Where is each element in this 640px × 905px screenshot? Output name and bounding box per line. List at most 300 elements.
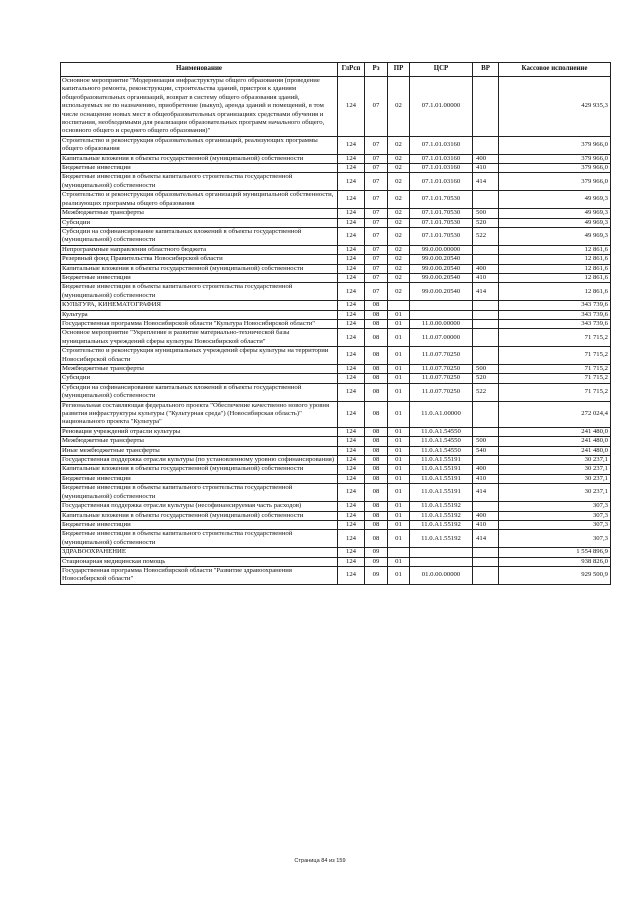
cell-csr: 07.1.01.03160 [410,164,473,173]
cell-amount: 379 966,0 [499,173,611,191]
cell-pr: 02 [388,218,410,227]
table-row [61,365,611,374]
cell-csr: 11.0.A1.55192 [410,511,473,520]
header-amount: Кассовое исполнение [499,63,611,77]
cell-rz: 08 [365,520,388,529]
table-row [61,427,611,436]
cell-amount: 12 861,6 [499,283,611,301]
cell-rz: 08 [365,365,388,374]
cell-name: Капитальные вложения в объекты государственной (муниципальной) собственности [61,154,338,163]
cell-rz: 08 [365,437,388,446]
cell-pr: 02 [388,154,410,163]
cell-vr [473,310,499,319]
cell-pr: 01 [388,329,410,347]
cell-vr: 414 [473,530,499,548]
cell-name: Стационарная медицинская помощь [61,557,338,566]
cell-grs: 124 [338,557,365,566]
cell-rz: 08 [365,383,388,401]
cell-vr [473,191,499,209]
cell-grs: 124 [338,502,365,511]
cell-name: Бюджетные инвестиции [61,164,338,173]
cell-grs: 124 [338,401,365,427]
cell-grs: 124 [338,191,365,209]
table-row [61,310,611,319]
cell-grs: 124 [338,427,365,436]
cell-name: Реновация учреждений отрасли культуры [61,427,338,436]
cell-grs: 124 [338,209,365,218]
cell-grs: 124 [338,374,365,383]
cell-pr: 01 [388,474,410,483]
cell-name: ЗДРАВООХРАНЕНИЕ [61,548,338,557]
cell-rz: 07 [365,154,388,163]
cell-name: Субсидии на софинансирование капитальных вложений в объекты государственной (муниципальной) собственности [61,383,338,401]
cell-grs: 124 [338,329,365,347]
cell-name: Иные межбюджетные трансферты [61,446,338,455]
cell-grs: 124 [338,456,365,465]
cell-csr: 11.0.07.70250 [410,347,473,365]
cell-rz: 07 [365,283,388,301]
cell-amount: 49 969,3 [499,227,611,245]
cell-pr: 01 [388,310,410,319]
table-row [61,227,611,245]
cell-vr: 500 [473,365,499,374]
cell-name: Государственная программа Новосибирской области "Развитие здравоохранения Новосибирской области" [61,566,338,584]
table-row [61,218,611,227]
cell-amount: 379 966,0 [499,154,611,163]
cell-amount: 30 237,1 [499,465,611,474]
cell-amount: 12 861,6 [499,245,611,254]
cell-name: Строительство и реконструкция образовательных организаций муниципальной собственности, реализующих программы общего образования [61,191,338,209]
cell-pr: 01 [388,484,410,502]
table-header-row [61,63,611,77]
cell-rz: 08 [365,329,388,347]
cell-grs: 124 [338,347,365,365]
cell-csr [410,301,473,310]
cell-name: Субсидии на софинансирование капитальных вложений в объекты государственной (муниципальной) собственности [61,227,338,245]
cell-grs: 124 [338,245,365,254]
cell-amount: 929 500,9 [499,566,611,584]
cell-vr [473,557,499,566]
cell-rz: 07 [365,209,388,218]
cell-csr: 11.0.07.00000 [410,329,473,347]
cell-grs: 124 [338,446,365,455]
cell-vr: 410 [473,164,499,173]
cell-vr [473,427,499,436]
cell-vr: 522 [473,227,499,245]
table-row [61,329,611,347]
cell-vr [473,329,499,347]
cell-pr: 02 [388,209,410,218]
cell-rz: 07 [365,77,388,137]
cell-name: Капитальные вложения в объекты государственной (муниципальной) собственности [61,465,338,474]
table-row [61,347,611,365]
cell-vr [473,456,499,465]
cell-csr: 07.1.01.00000 [410,77,473,137]
table-row [61,301,611,310]
cell-grs: 124 [338,77,365,137]
cell-grs: 124 [338,484,365,502]
cell-vr [473,566,499,584]
cell-vr: 400 [473,154,499,163]
cell-vr: 500 [473,437,499,446]
cell-rz: 08 [365,319,388,328]
cell-csr: 11.0.A1.55191 [410,474,473,483]
cell-amount: 1 554 896,9 [499,548,611,557]
cell-csr: 07.1.01.70530 [410,227,473,245]
cell-grs: 124 [338,566,365,584]
cell-pr: 02 [388,227,410,245]
cell-vr [473,301,499,310]
cell-amount: 379 966,0 [499,136,611,154]
table-row [61,191,611,209]
cell-pr: 02 [388,77,410,137]
cell-csr: 11.0.A1.54550 [410,437,473,446]
cell-grs: 124 [338,520,365,529]
cell-pr: 02 [388,264,410,273]
cell-csr: 99.0.00.20540 [410,255,473,264]
cell-pr: 01 [388,566,410,584]
table-row [61,548,611,557]
cell-pr: 01 [388,365,410,374]
table-row [61,530,611,548]
cell-pr: 02 [388,191,410,209]
cell-csr: 11.0.07.70250 [410,365,473,374]
cell-csr [410,310,473,319]
cell-name: КУЛЬТУРА, КИНЕМАТОГРАФИЯ [61,301,338,310]
cell-name: Резервный фонд Правительства Новосибирской области [61,255,338,264]
cell-grs: 124 [338,310,365,319]
cell-rz: 07 [365,227,388,245]
cell-csr: 07.1.01.70530 [410,191,473,209]
table-row [61,456,611,465]
table-row [61,511,611,520]
table-row [61,401,611,427]
table-row [61,437,611,446]
cell-name: Региональная составляющая федерального проекта "Обеспечение качественно нового уровня развития инфраструктуры культуры ("Культурная среда") (Новосибирская область)" национального проекта "Культура" [61,401,338,427]
cell-amount: 71 715,2 [499,374,611,383]
cell-grs: 124 [338,301,365,310]
table-row [61,273,611,282]
cell-rz: 08 [365,456,388,465]
header-pr: ПР [388,63,410,77]
cell-pr: 02 [388,245,410,254]
cell-rz: 08 [365,511,388,520]
table-row [61,245,611,254]
cell-amount: 307,3 [499,530,611,548]
cell-grs: 124 [338,530,365,548]
cell-pr [388,301,410,310]
cell-vr [473,319,499,328]
table-row [61,264,611,273]
cell-amount: 272 024,4 [499,401,611,427]
cell-name: Бюджетные инвестиции в объекты капитального строительства государственной (муниципальной) собственности [61,530,338,548]
cell-vr [473,77,499,137]
cell-grs: 124 [338,548,365,557]
cell-rz: 08 [365,401,388,427]
cell-pr: 01 [388,437,410,446]
cell-grs: 124 [338,136,365,154]
cell-rz: 08 [365,374,388,383]
cell-csr: 11.0.A1.55192 [410,530,473,548]
cell-amount: 71 715,2 [499,383,611,401]
cell-amount: 71 715,2 [499,329,611,347]
table-body [61,77,611,585]
cell-csr: 11.0.A1.54550 [410,446,473,455]
cell-pr: 01 [388,465,410,474]
header-grs: ГлРсп [338,63,365,77]
cell-pr: 01 [388,557,410,566]
cell-rz: 09 [365,548,388,557]
cell-vr: 410 [473,474,499,483]
cell-pr: 02 [388,136,410,154]
cell-amount: 307,3 [499,520,611,529]
header-name: Наименование [61,63,338,77]
cell-rz: 07 [365,164,388,173]
cell-amount: 343 739,6 [499,319,611,328]
cell-csr: 11.0.A1.55191 [410,484,473,502]
table-row [61,173,611,191]
table-row [61,319,611,328]
cell-vr [473,245,499,254]
cell-amount: 379 966,0 [499,164,611,173]
cell-csr [410,557,473,566]
cell-amount: 49 969,3 [499,209,611,218]
cell-amount: 12 861,6 [499,264,611,273]
cell-rz: 07 [365,173,388,191]
cell-csr: 11.0.A1.00000 [410,401,473,427]
cell-name: Бюджетные инвестиции [61,273,338,282]
cell-grs: 124 [338,383,365,401]
cell-csr: 07.1.01.70530 [410,218,473,227]
cell-vr [473,401,499,427]
cell-amount: 241 480,0 [499,427,611,436]
cell-csr: 11.0.07.70250 [410,383,473,401]
table-row [61,136,611,154]
cell-vr: 500 [473,209,499,218]
cell-grs: 124 [338,474,365,483]
table-row [61,566,611,584]
table-row [61,484,611,502]
cell-name: Строительство и реконструкция муниципальных учреждений сферы культуры на территории Новосибирской области [61,347,338,365]
cell-csr: 99.0.00.20540 [410,273,473,282]
header-csr: ЦСР [410,63,473,77]
cell-pr [388,548,410,557]
cell-rz: 08 [365,484,388,502]
cell-csr [410,548,473,557]
cell-csr: 11.0.A1.55192 [410,502,473,511]
cell-rz: 09 [365,566,388,584]
cell-amount: 343 739,6 [499,310,611,319]
cell-vr: 520 [473,374,499,383]
table-row [61,383,611,401]
cell-csr: 07.1.01.70530 [410,209,473,218]
cell-amount: 12 861,6 [499,255,611,264]
cell-amount: 12 861,6 [499,273,611,282]
cell-vr [473,548,499,557]
cell-pr: 01 [388,427,410,436]
cell-csr: 07.1.01.03160 [410,173,473,191]
table-row [61,283,611,301]
cell-vr: 522 [473,383,499,401]
cell-name: Субсидии [61,374,338,383]
cell-name: Субсидии [61,218,338,227]
cell-name: Государственная поддержка отрасли культуры (несофинансируемая часть расходов) [61,502,338,511]
cell-rz: 08 [365,465,388,474]
cell-csr: 07.1.01.03160 [410,136,473,154]
table-row [61,209,611,218]
cell-amount: 30 237,1 [499,484,611,502]
table-row [61,164,611,173]
cell-rz: 09 [365,557,388,566]
cell-grs: 124 [338,465,365,474]
cell-grs: 124 [338,319,365,328]
cell-vr: 410 [473,520,499,529]
table-row [61,77,611,137]
cell-name: Непрограммные направления областного бюджета [61,245,338,254]
cell-vr [473,136,499,154]
cell-grs: 124 [338,511,365,520]
cell-name: Культура [61,310,338,319]
table-row [61,474,611,483]
cell-amount: 307,3 [499,502,611,511]
cell-rz: 07 [365,191,388,209]
cell-amount: 429 935,3 [499,77,611,137]
cell-pr: 02 [388,173,410,191]
cell-name: Бюджетные инвестиции [61,474,338,483]
cell-rz: 07 [365,255,388,264]
cell-rz: 08 [365,446,388,455]
cell-csr: 11.0.A1.55191 [410,456,473,465]
cell-csr: 11.0.00.00000 [410,319,473,328]
cell-pr: 01 [388,456,410,465]
cell-rz: 08 [365,301,388,310]
cell-grs: 124 [338,264,365,273]
cell-rz: 07 [365,136,388,154]
cell-amount: 938 826,0 [499,557,611,566]
cell-pr: 01 [388,502,410,511]
cell-csr: 01.0.00.00000 [410,566,473,584]
cell-pr: 01 [388,446,410,455]
cell-vr: 414 [473,173,499,191]
cell-grs: 124 [338,218,365,227]
cell-name: Бюджетные инвестиции [61,520,338,529]
cell-pr: 01 [388,511,410,520]
cell-name: Межбюджетные трансферты [61,437,338,446]
cell-pr: 02 [388,255,410,264]
cell-csr: 11.0.A1.55192 [410,520,473,529]
page-number: Страница 84 из 159 [294,858,346,864]
cell-grs: 124 [338,273,365,282]
cell-grs: 124 [338,173,365,191]
cell-vr [473,347,499,365]
cell-rz: 08 [365,502,388,511]
cell-amount: 241 480,0 [499,437,611,446]
cell-csr: 99.0.00.00000 [410,245,473,254]
cell-vr: 410 [473,273,499,282]
cell-rz: 08 [365,474,388,483]
cell-name: Государственная поддержка отрасли культуры (по установленному уровню софинансирования) [61,456,338,465]
cell-vr: 400 [473,264,499,273]
budget-table [60,62,611,585]
table-row [61,502,611,511]
cell-pr: 01 [388,374,410,383]
cell-vr: 540 [473,446,499,455]
cell-grs: 124 [338,283,365,301]
cell-name: Межбюджетные трансферты [61,365,338,374]
cell-csr: 11.0.A1.55191 [410,465,473,474]
header-vr: ВР [473,63,499,77]
cell-name: Бюджетные инвестиции в объекты капитального строительства государственной (муниципальной) собственности [61,283,338,301]
cell-grs: 124 [338,255,365,264]
cell-vr [473,502,499,511]
cell-vr: 520 [473,218,499,227]
cell-csr: 11.0.07.70250 [410,374,473,383]
cell-vr [473,255,499,264]
cell-amount: 343 739,6 [499,301,611,310]
cell-amount: 49 969,3 [499,191,611,209]
table-row [61,557,611,566]
cell-amount: 71 715,2 [499,347,611,365]
cell-amount: 71 715,2 [499,365,611,374]
cell-amount: 241 480,0 [499,446,611,455]
cell-pr: 01 [388,520,410,529]
cell-name: Основное мероприятие "Модернизация инфраструктуры общего образования (проведение капитального ремонта, реконструкции, строительства зданий, пристроя к зданиям общеобразовательных организаций, возврат в систему общего образования зданий, используемых не по назначению, приобретение (выкуп), аренда зданий и помещений, в том числе оснащение новых мест в общеобразовательных организациях средствами обучения и воспитания, необходимыми для реализации образовательных программ начального общего, основного общего и среднего общего образования)" [61,77,338,137]
cell-name: Основное мероприятие "Укрепление и развитие материально-технической базы муниципальных учреждений сферы культуры Новосибирской области" [61,329,338,347]
cell-vr: 414 [473,283,499,301]
cell-pr: 01 [388,530,410,548]
cell-rz: 08 [365,347,388,365]
cell-name: Капитальные вложения в объекты государственной (муниципальной) собственности [61,511,338,520]
cell-rz: 07 [365,264,388,273]
table-row [61,465,611,474]
cell-vr: 414 [473,484,499,502]
cell-rz: 07 [365,218,388,227]
cell-name: Межбюджетные трансферты [61,209,338,218]
cell-rz: 07 [365,245,388,254]
cell-name: Бюджетные инвестиции в объекты капитального строительства государственной (муниципальной) собственности [61,484,338,502]
cell-rz: 08 [365,310,388,319]
table-row [61,154,611,163]
cell-pr: 01 [388,383,410,401]
cell-pr: 02 [388,283,410,301]
cell-grs: 124 [338,437,365,446]
cell-name: Строительство и реконструкция образовательных организаций, реализующих программы общего образования [61,136,338,154]
cell-vr: 400 [473,465,499,474]
cell-rz: 08 [365,427,388,436]
cell-csr: 99.0.00.20540 [410,283,473,301]
cell-pr: 01 [388,347,410,365]
cell-pr: 01 [388,401,410,427]
cell-amount: 49 969,3 [499,218,611,227]
cell-amount: 30 237,1 [499,474,611,483]
table-row [61,255,611,264]
cell-name: Государственная программа Новосибирской области "Культура Новосибирской области" [61,319,338,328]
cell-csr: 11.0.A1.54550 [410,427,473,436]
table-row [61,520,611,529]
cell-vr: 400 [473,511,499,520]
header-rz: Рз [365,63,388,77]
cell-pr: 02 [388,273,410,282]
cell-grs: 124 [338,154,365,163]
table-row [61,374,611,383]
cell-csr: 99.0.00.20540 [410,264,473,273]
table-row [61,446,611,455]
cell-amount: 30 237,1 [499,456,611,465]
cell-pr: 01 [388,319,410,328]
cell-pr: 02 [388,164,410,173]
cell-name: Капитальные вложения в объекты государственной (муниципальной) собственности [61,264,338,273]
cell-grs: 124 [338,164,365,173]
